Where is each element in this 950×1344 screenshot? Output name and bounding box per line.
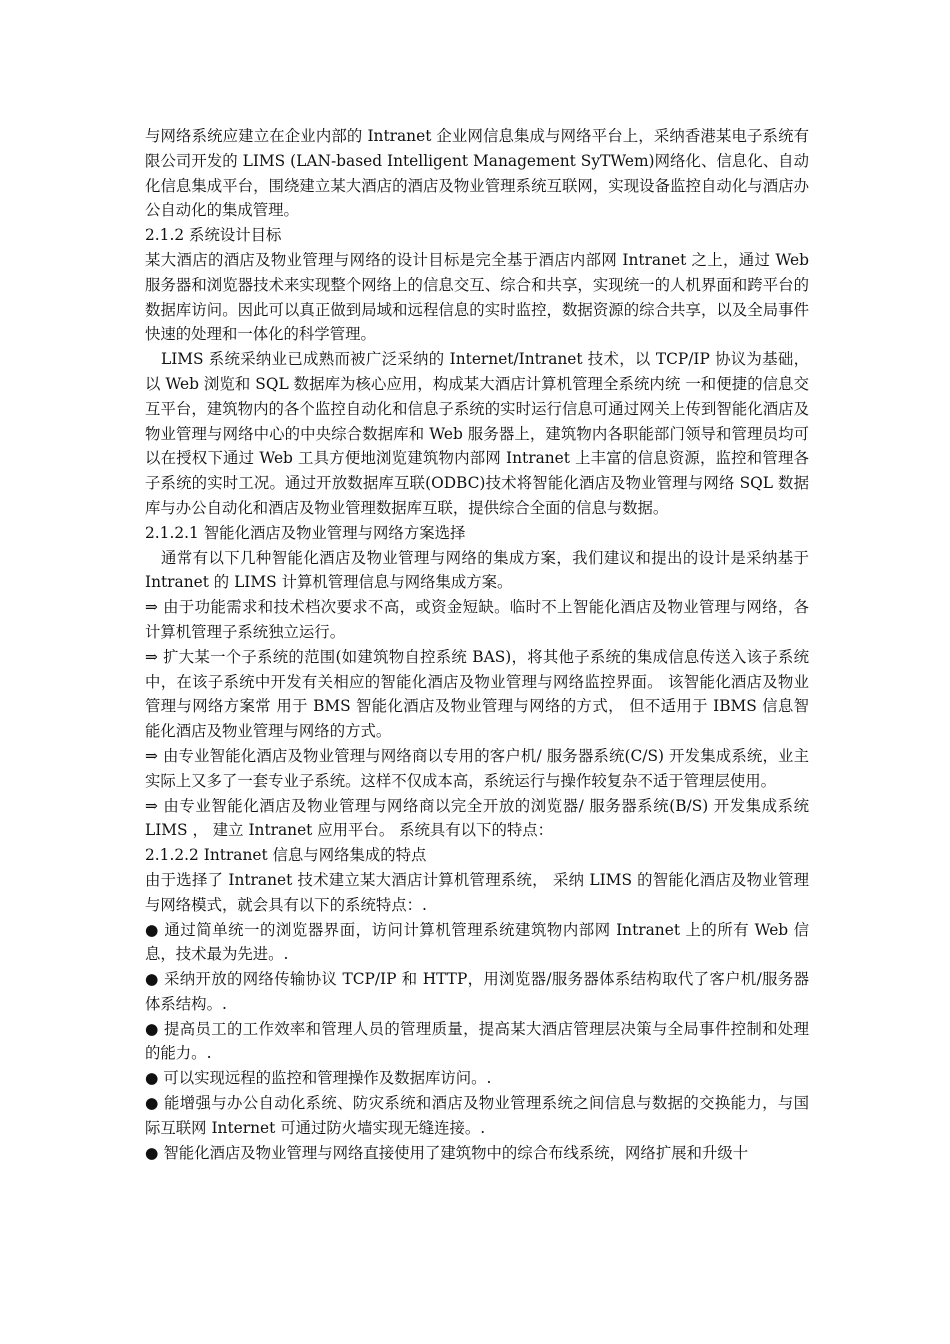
document-page xyxy=(145,124,809,1165)
paragraph-schemes: 通常有以下几种智能化酒店及物业管理与网络的集成方案，我们建议和提出的设计是采纳基于 Intranet 的 LIMS 计算机管理信息与网络集成方案。 xyxy=(145,548,809,592)
paragraph-features: 由于选择了 Intranet 技术建立某大酒店计算机管理系统， 采纳 LIMS 的智能化酒店及物业管理与网络模式，就会具有以下的系统特点：. xyxy=(145,870,809,914)
paragraph-design-goal: 某大酒店的酒店及物业管理与网络的设计目标是完全基于酒店内部网 Intranet 之上，通过 Web 服务器和浏览器技术来实现整个网络上的信息交互、综合和共享，实现统一的人机界面和跨平台的数据库访问。因此可以真正做到局域和远程信息的实时监控，数据资源的综合共享，以及全局事件快速的处理和一体化的科学管理。 xyxy=(145,250,809,344)
bullet-item-2: ● 采纳开放的网络传输协议 TCP/IP 和 HTTP，用浏览器/服务器体系结构取代了客户机/服务器体系结构。. xyxy=(145,970,809,1013)
heading-2-1-2: 2.1.2 系统设计目标 xyxy=(145,226,282,245)
bullet-item-4: ● 可以实现远程的监控和管理操作及数据库访问。. xyxy=(145,1069,492,1088)
bullet-item-3: ● 提高员工的工作效率和管理人员的管理质量，提高某大酒店管理层决策与全局事件控制和处理的能力。. xyxy=(145,1019,809,1063)
heading-2-1-2-2: 2.1.2.2 Intranet 信息与网络集成的特点 xyxy=(145,846,427,865)
arrow-item-4: ⇒ 由专业智能化酒店及物业管理与网络商以完全开放的浏览器/ 服务器系统(B/S) 开发集成系统 LIMS ， 建立 Intranet 应用平台。 系统具有以下的特点： xyxy=(145,796,809,840)
arrow-item-3: ⇒ 由专业智能化酒店及物业管理与网络商以专用的客户机/ 服务器系统(C/S) 开发集成系统，业主实际上又多了一套专业子系统。这样不仅成本高，系统运行与操作较复杂不适于管理层使用。 xyxy=(145,746,809,790)
bullet-item-5: ● 能增强与办公自动化系统、防灾系统和酒店及物业管理系统之间信息与数据的交换能力，与国际互联网 Internet 可通过防火墙实现无缝连接。. xyxy=(145,1094,809,1137)
paragraph-lims: LIMS 系统采纳业已成熟而被广泛采纳的 Internet/Intranet 技术，以 TCP/IP 协议为基础，以 Web 浏览和 SQL 数据库为核心应用，构成某大酒店计算机管理全系统内统 一和便捷的信息交互平台，建筑物内的各个监控自动化和信息子系统的实时运行信息可通过网关上传到智能化酒店及物业管理与网络中心的中央综合数据库和 Web 服务器上，建筑物内各职能部门领导和管理员均可以在授权下通过 Web 工具方便地浏览建筑物内部网 Intranet 上丰富的信息资源，监控和管理各子系统的实时工况。通过开放数据库互联(ODBC)技术将智能化酒店及物业管理与网络 SQL 数据库与办公自动化和酒店及物业管理数据库互联，提供综合全面的信息与数据。 xyxy=(145,350,809,517)
heading-2-1-2-1: 2.1.2.1 智能化酒店及物业管理与网络方案选择 xyxy=(145,523,466,542)
paragraph-intro: 与网络系统应建立在企业内部的 Intranet 企业网信息集成与网络平台上，采纳香港某电子系统有限公司开发的 LIMS (LAN-based Intelligent Management SyTWem)网络化、信息化、自动化信息集成平台，围绕建立某大酒店的酒店及物业管理系统互联网，实现设备监控自动化与酒店办公自动化的集成管理。 xyxy=(145,127,809,220)
arrow-item-1: ⇒ 由于功能需求和技术档次要求不高，或资金短缺。临时不上智能化酒店及物业管理与网络，各计算机管理子系统独立运行。 xyxy=(145,598,809,641)
bullet-item-6: ● 智能化酒店及物业管理与网络直接使用了建筑物中的综合布线系统，网络扩展和升级十 xyxy=(145,1143,749,1162)
arrow-item-2: ⇒ 扩大某一个子系统的范围(如建筑物自控系统 BAS)，将其他子系统的集成信息传送入该子系统中，在该子系统中开发有关相应的智能化酒店及物业管理与网络监控界面。 该智能化酒店及物业管理与网络方案常 用于 BMS 智能化酒店及物业管理与网络的方式， 但不适用于 IBMS 信息智能化酒店及物业管理与网络的方式。 xyxy=(145,647,809,741)
bullet-item-1: ● 通过简单统一的浏览器界面，访问计算机管理系统建筑物内部网 Intranet 上的所有 Web 信息，技术最为先进。. xyxy=(145,920,809,964)
